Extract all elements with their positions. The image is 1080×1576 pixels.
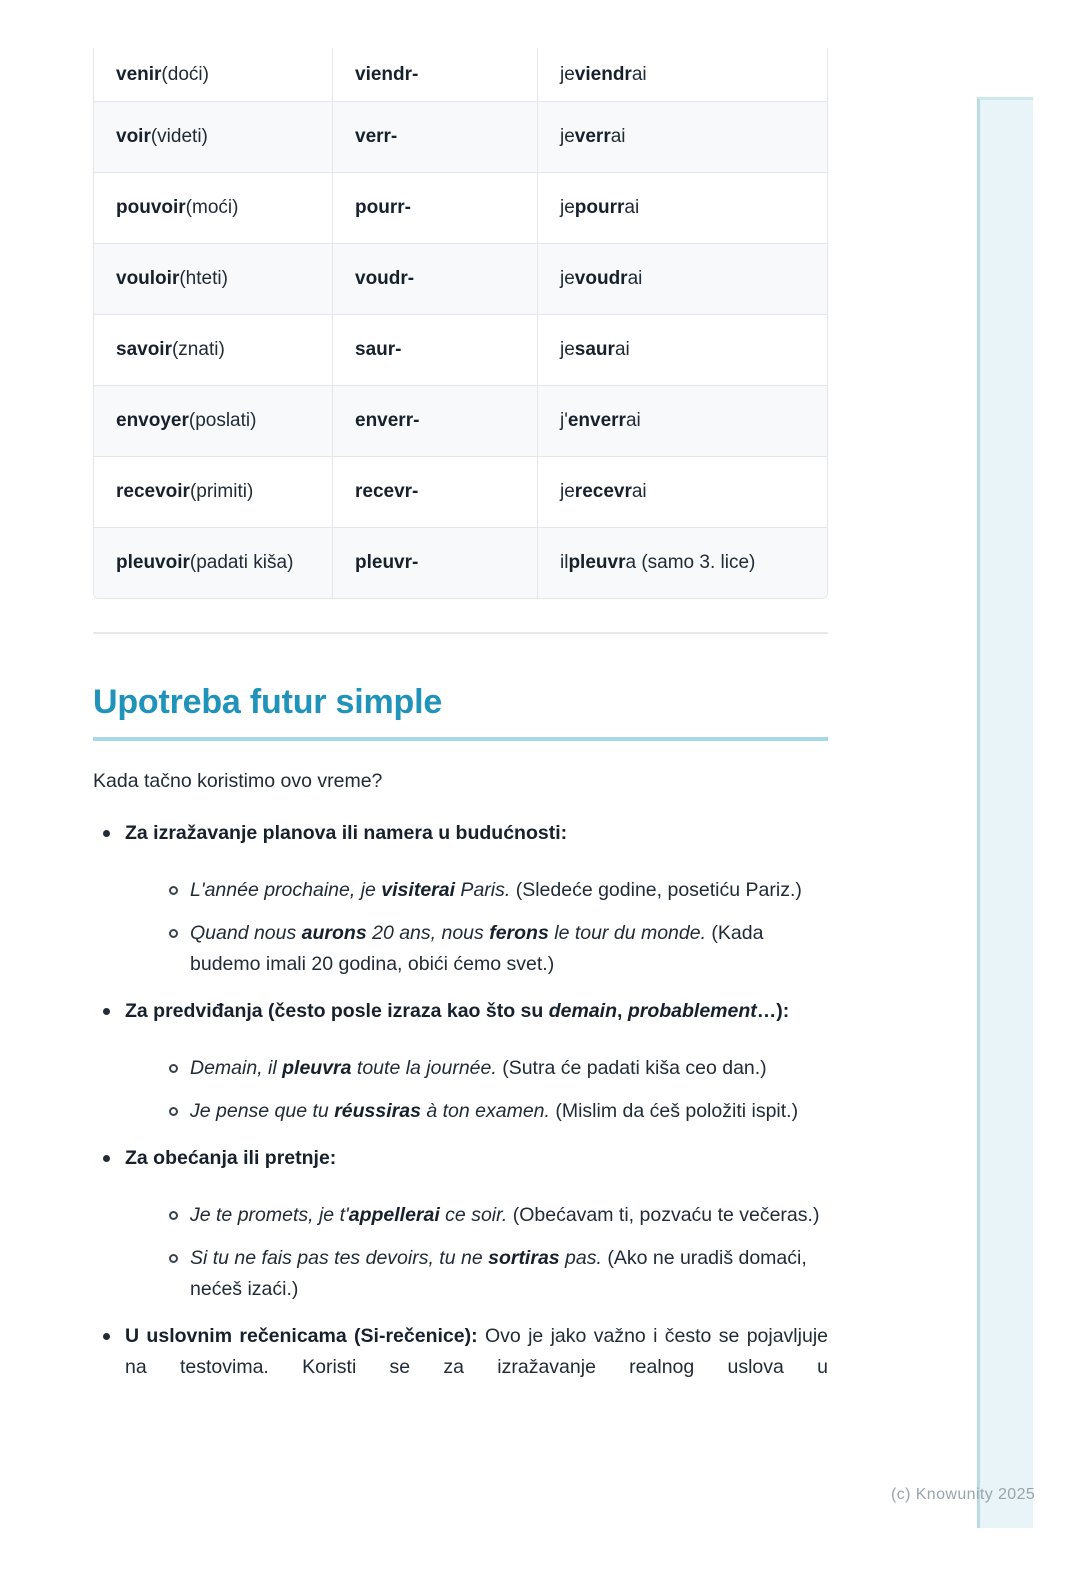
- table-row: [94, 527, 827, 598]
- cell-infinitive: envoyer (poslati): [116, 410, 257, 432]
- page-content: [93, 48, 828, 1383]
- verb-table: [93, 48, 828, 599]
- example-item-text: Demain, il pleuvra toute la journée. (Sutra će padati kiša ceo dan.): [190, 1057, 767, 1079]
- usage-item: [93, 1321, 828, 1383]
- bullet-circle-icon: [169, 1254, 178, 1263]
- usage-item-text: U uslovnim rečenicama (Si-rečenice): Ovo je jako važno i često se pojavljuje na testovima. Koristi se za izražavanje realnog uslova u: [125, 1325, 828, 1378]
- bullet-circle-icon: [169, 886, 178, 895]
- bullet-circle-icon: [169, 1107, 178, 1116]
- cell-stem: viendr-: [332, 48, 537, 101]
- table-row: [94, 172, 827, 243]
- cell-infinitive: voir (videti): [116, 126, 208, 148]
- cell-infinitive: venir (doći): [116, 63, 209, 85]
- cell-example: je recevr ai: [537, 457, 827, 527]
- usage-item-text: Za obećanja ili pretnje:: [125, 1147, 337, 1169]
- example-item-text: Je te promets, je t'appellerai ce soir. (Obećavam ti, pozvaću te večeras.): [190, 1204, 820, 1226]
- cell-stem: pourr-: [332, 173, 537, 243]
- cell-infinitive: vouloir (hteti): [116, 268, 228, 290]
- cell-example: je pourr ai: [537, 173, 827, 243]
- example-item: [158, 1200, 828, 1231]
- cell-stem: pleuvr-: [332, 528, 537, 598]
- cell-example: je viendr ai: [537, 48, 827, 101]
- table-row: [94, 243, 827, 314]
- bullet-circle-icon: [169, 1064, 178, 1073]
- side-strip-decoration: [977, 97, 1033, 1528]
- cell-infinitive: pouvoir (moći): [116, 197, 239, 219]
- bullet-dot-icon: [103, 1333, 110, 1340]
- bullet-dot-icon: [103, 1008, 110, 1015]
- cell-example: je verr ai: [537, 102, 827, 172]
- intro-text: Kada tačno koristimo ovo vreme?: [93, 770, 383, 792]
- watermark-text: (c) Knowunity 2025: [891, 1486, 1036, 1503]
- section-title: Upotreba futur simple: [93, 682, 828, 741]
- example-list: [158, 875, 828, 980]
- example-item-text: Quand nous aurons 20 ans, nous ferons le tour du monde. (Kada budemo imali 20 godina, obići ćemo svet.): [190, 922, 764, 975]
- example-item: [158, 875, 828, 906]
- section-divider: [93, 632, 828, 634]
- bullet-circle-icon: [169, 929, 178, 938]
- bullet-dot-icon: [103, 830, 110, 837]
- example-list: [158, 1053, 828, 1127]
- table-row: [94, 48, 827, 101]
- usage-item-text: Za izražavanje planova ili namera u budućnosti:: [125, 822, 568, 844]
- usage-item-text: Za predviđanja (često posle izraza kao što su demain, probablement…):: [125, 1000, 790, 1022]
- cell-stem: voudr-: [332, 244, 537, 314]
- usage-item: [93, 996, 828, 1127]
- usage-list: [93, 818, 828, 1383]
- example-list: [158, 1200, 828, 1305]
- table-row: [94, 101, 827, 172]
- bullet-dot-icon: [103, 1155, 110, 1162]
- table-row: [94, 314, 827, 385]
- cell-example: je voudr ai: [537, 244, 827, 314]
- cell-example: j' enverr ai: [537, 386, 827, 456]
- example-item: [158, 1053, 828, 1084]
- example-item-text: Je pense que tu réussiras à ton examen. (Mislim da ćeš položiti ispit.): [190, 1100, 799, 1122]
- bullet-circle-icon: [169, 1211, 178, 1220]
- table-row: [94, 456, 827, 527]
- example-item-text: Si tu ne fais pas tes devoirs, tu ne sortiras pas. (Ako ne uradiš domaći, nećeš izaći.): [190, 1247, 807, 1300]
- example-item-text: L'année prochaine, je visiterai Paris. (Sledeće godine, posetiću Pariz.): [190, 879, 802, 901]
- example-item: [158, 918, 828, 980]
- usage-item: [93, 818, 828, 980]
- cell-infinitive: savoir (znati): [116, 339, 225, 361]
- table-row: [94, 385, 827, 456]
- example-item: [158, 1096, 828, 1127]
- cell-stem: enverr-: [332, 386, 537, 456]
- cell-example: il pleuvr a (samo 3. lice): [537, 528, 827, 598]
- cell-infinitive: recevoir (primiti): [116, 481, 254, 503]
- cell-stem: verr-: [332, 102, 537, 172]
- example-item: [158, 1243, 828, 1305]
- cell-stem: recevr-: [332, 457, 537, 527]
- cell-stem: saur-: [332, 315, 537, 385]
- cell-example: je saur ai: [537, 315, 827, 385]
- cell-infinitive: pleuvoir (padati kiša): [116, 552, 294, 574]
- usage-item: [93, 1143, 828, 1305]
